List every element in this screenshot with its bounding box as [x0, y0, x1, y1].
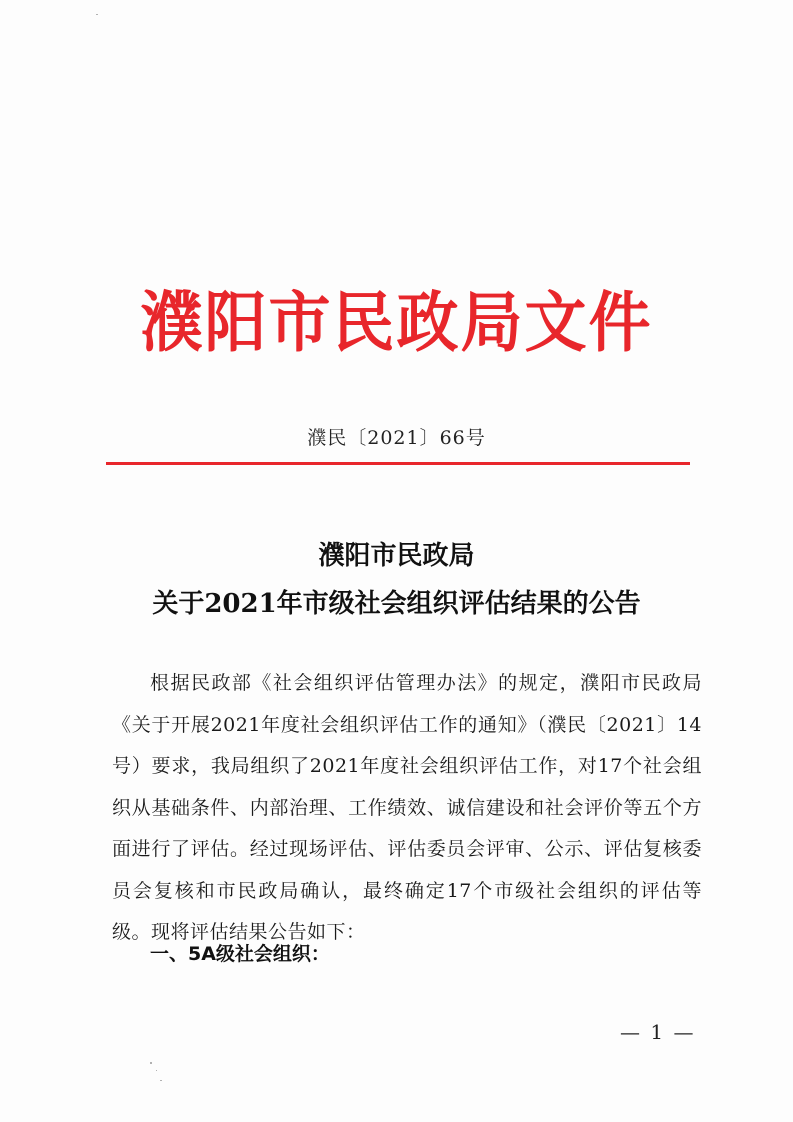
section-heading-5a: 一、5A级社会组织： [150, 943, 330, 965]
issuing-authority-header: 濮阳市民政局文件 [140, 284, 653, 361]
body-paragraph: 根据民政部《社会组织评估管理办法》的规定，濮阳市民政局《关于开展2021年度社会组织评估工作的通知》（濮民〔2021〕14号）要求，我局组织了2021年度社会组织评估工作，对17个社会组织从基础条件、内部治理、工作绩效、诚信建设和社会评价等五个方面进行了评估。经过现场评估、评估委员会评审、公示、评估复核委员会复核和市民政局确认，最终确定17个市级社会组织的评估等级。现将评估结果公告如下： [112, 672, 702, 943]
notice-title-subject: 关于2021年市级社会组织评估结果的公告 [152, 589, 641, 619]
scan-speck [96, 14, 98, 15]
scan-speck [160, 1080, 162, 1081]
scan-speck [150, 1062, 152, 1064]
page-number: — 1 — [620, 1020, 696, 1044]
document-number: 濮民〔2021〕66号 [307, 427, 486, 449]
notice-title-issuer: 濮阳市民政局 [318, 541, 475, 571]
red-separator-line [106, 462, 690, 465]
scan-speck [156, 1070, 157, 1071]
